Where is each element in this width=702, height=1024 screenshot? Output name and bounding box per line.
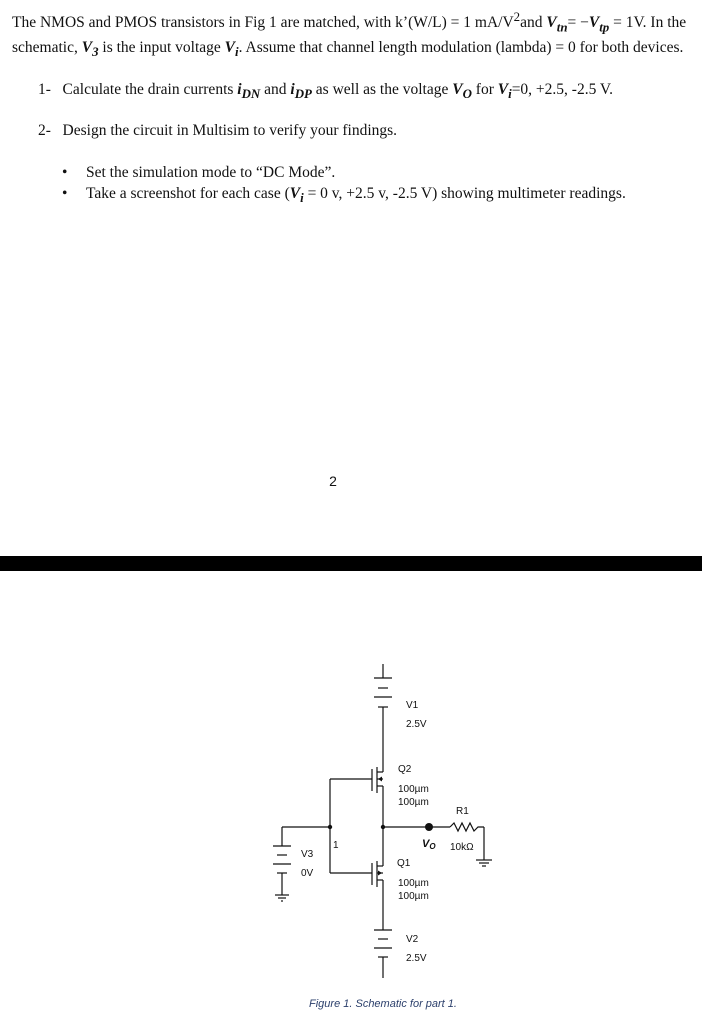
bullet-dot-icon: • [62, 185, 68, 202]
q2-pmos-transistor-icon [372, 751, 383, 827]
idn-subscript: DN [241, 86, 261, 102]
v2-value-label: 2.5V [406, 953, 427, 964]
idp-subscript: DP [294, 86, 312, 102]
r1-resistor-icon [450, 823, 484, 831]
ground-icon [275, 895, 289, 901]
v3-battery-icon [273, 846, 291, 873]
intro-text-b: and [520, 14, 547, 32]
v3-value-label: 0V [301, 868, 314, 879]
vi-symbol: V [289, 185, 301, 202]
v3-name-label: V3 [301, 849, 314, 860]
vi-subscript: i [300, 190, 304, 206]
bullet-dot-icon: • [62, 164, 68, 181]
figure-caption: Figure 1. Schematic for part 1. [309, 998, 457, 1010]
junction-dot [381, 825, 385, 829]
r1-value-label: 10kΩ [450, 842, 474, 853]
vtn-symbol: V [546, 14, 557, 32]
q2-length-label: 100µm [398, 797, 429, 808]
q1-nmos-transistor-icon [372, 861, 383, 930]
intro-text-d: = 1V. In the schematic, [12, 14, 687, 57]
r1-name-label: R1 [456, 806, 469, 817]
vo-label [422, 838, 436, 851]
vtp-symbol: V [588, 14, 600, 32]
vo-subscript: O [429, 842, 436, 851]
question-1-number: 1- [38, 81, 51, 98]
intro-text-e: is the input voltage [98, 39, 225, 57]
vi-subscript: i [235, 44, 239, 60]
q1-arrow-icon [378, 871, 382, 876]
q2-arrow-icon [378, 777, 382, 782]
v3-subscript: 3 [92, 44, 99, 60]
vo-subscript: O [462, 86, 472, 102]
q2-width-label: 100µm [398, 784, 429, 795]
v1-battery-icon [374, 664, 392, 722]
junction-dot [328, 825, 332, 829]
v1-name-label: V1 [406, 700, 419, 711]
bullet-2-text-a: Take a screenshot for each case ( [86, 185, 290, 202]
intro-text-a: The NMOS and PMOS transistors in Fig 1 are matched, with k’(W/L) = 1 mA/V [12, 14, 514, 32]
vo-probe-dot [425, 823, 433, 831]
vi-symbol: V [224, 39, 236, 57]
v1-value-label: 2.5V [406, 719, 427, 730]
intro-text-f: . Assume that channel length modulation (lambda) = 0 for both devices. [238, 39, 684, 57]
ground-icon [476, 860, 492, 866]
vo-symbol: V [452, 81, 463, 98]
vi-symbol: V [497, 81, 509, 98]
superscript: 2 [513, 9, 521, 24]
bullet-1-text: Set the simulation mode to “DC Mode”. [86, 164, 336, 181]
question-1-text-c: as well as the voltage [311, 81, 453, 98]
question-2-text: Design the circuit in Multisim to verify your findings. [62, 122, 398, 139]
question-1-text-a: Calculate the drain currents [62, 81, 238, 98]
vtp-subscript: tp [599, 19, 610, 35]
question-1-text-d: for [471, 81, 498, 98]
q2-name-label: Q2 [398, 764, 412, 775]
bullet-2-text-b: = 0 v, +2.5 v, -2.5 V) showing multimeter readings. [303, 185, 626, 202]
vi-subscript: i [508, 86, 512, 102]
v3-symbol: V [81, 39, 93, 57]
idn-symbol: i [237, 81, 242, 98]
v2-battery-icon [374, 930, 392, 978]
question-1-text-b: and [260, 81, 291, 98]
idp-symbol: i [290, 81, 295, 98]
v2-name-label: V2 [406, 934, 419, 945]
vo-symbol: V [422, 838, 430, 850]
q1-name-label: Q1 [397, 858, 411, 869]
question-2-number: 2- [38, 122, 51, 139]
intro-text-c: = − [567, 14, 589, 32]
q1-width-label: 100µm [398, 878, 429, 889]
node-1-label: 1 [333, 840, 339, 851]
question-1-text-e: =0, +2.5, -2.5 V. [511, 81, 613, 98]
q1-length-label: 100µm [398, 891, 429, 902]
page-number: 2 [329, 473, 337, 489]
vtn-subscript: tn [556, 19, 568, 35]
